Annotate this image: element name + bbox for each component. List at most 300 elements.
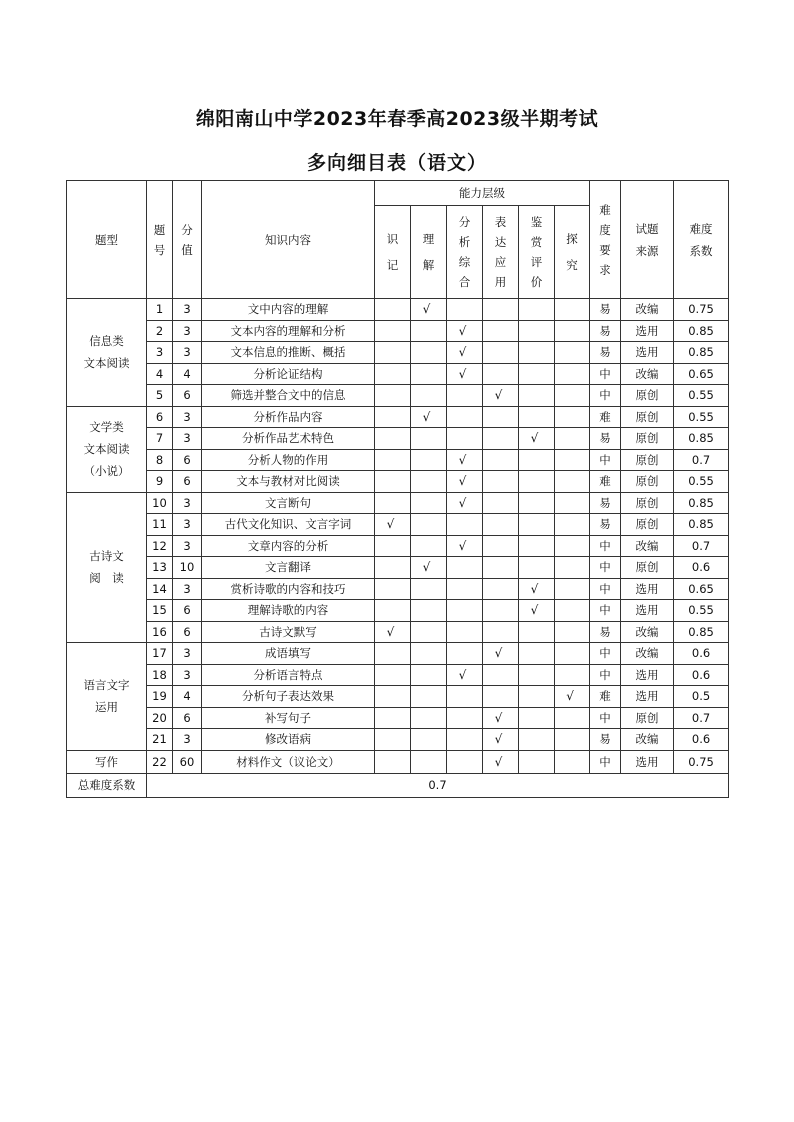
table-row xyxy=(67,535,729,557)
level-cell xyxy=(483,578,519,600)
level-cell xyxy=(375,428,411,450)
question-source: 原创 xyxy=(621,492,674,514)
question-source: 改编 xyxy=(621,535,674,557)
level-cell xyxy=(411,750,447,773)
level-cell xyxy=(375,664,411,686)
level-cell xyxy=(411,471,447,493)
question-type-cell: 语言文字 运用 xyxy=(67,643,147,751)
level-cell xyxy=(519,707,555,729)
level-cell xyxy=(375,643,411,665)
level-cell xyxy=(411,363,447,385)
level-cell xyxy=(483,686,519,708)
header-level-3: 表 达 应 用 xyxy=(483,206,519,299)
question-number: 19 xyxy=(147,686,173,708)
difficulty-requirement: 中 xyxy=(590,578,621,600)
question-number: 3 xyxy=(147,342,173,364)
difficulty-coefficient: 0.7 xyxy=(674,449,729,471)
level-cell xyxy=(375,557,411,579)
table-row xyxy=(67,643,729,665)
level-cell xyxy=(483,664,519,686)
difficulty-coefficient: 0.55 xyxy=(674,385,729,407)
level-cell xyxy=(483,363,519,385)
difficulty-requirement: 中 xyxy=(590,535,621,557)
question-score: 6 xyxy=(173,621,202,643)
table-row xyxy=(67,750,729,773)
check-mark: √ xyxy=(447,320,483,342)
question-score: 4 xyxy=(173,686,202,708)
question-source: 选用 xyxy=(621,320,674,342)
level-cell xyxy=(519,664,555,686)
difficulty-coefficient: 0.85 xyxy=(674,342,729,364)
level-cell xyxy=(483,449,519,471)
difficulty-coefficient: 0.65 xyxy=(674,363,729,385)
question-score: 6 xyxy=(173,600,202,622)
question-type-cell: 写作 xyxy=(67,750,147,773)
difficulty-requirement: 易 xyxy=(590,299,621,321)
header-difficulty-req: 难 度 要 求 xyxy=(590,181,621,299)
check-mark: √ xyxy=(447,492,483,514)
knowledge-content: 材料作文（议论文） xyxy=(202,750,375,773)
question-score: 3 xyxy=(173,729,202,751)
level-cell xyxy=(375,686,411,708)
level-cell xyxy=(519,342,555,364)
knowledge-content: 赏析诗歌的内容和技巧 xyxy=(202,578,375,600)
check-mark: √ xyxy=(411,406,447,428)
table-row xyxy=(67,471,729,493)
level-cell xyxy=(411,686,447,708)
difficulty-requirement: 易 xyxy=(590,492,621,514)
level-cell xyxy=(447,428,483,450)
level-cell xyxy=(411,342,447,364)
question-number: 22 xyxy=(147,750,173,773)
level-cell xyxy=(519,492,555,514)
question-number: 4 xyxy=(147,363,173,385)
level-cell xyxy=(483,514,519,536)
question-number: 2 xyxy=(147,320,173,342)
question-source: 原创 xyxy=(621,428,674,450)
check-mark: √ xyxy=(411,557,447,579)
knowledge-content: 补写句子 xyxy=(202,707,375,729)
difficulty-requirement: 中 xyxy=(590,449,621,471)
check-mark: √ xyxy=(483,750,519,773)
total-label: 总难度系数 xyxy=(67,773,147,797)
document-subtitle: 多向细目表（语文） xyxy=(306,152,487,174)
level-cell xyxy=(483,342,519,364)
level-cell xyxy=(447,643,483,665)
knowledge-content: 分析作品内容 xyxy=(202,406,375,428)
check-mark: √ xyxy=(375,621,411,643)
knowledge-content: 文本与教材对比阅读 xyxy=(202,471,375,493)
level-cell xyxy=(519,299,555,321)
question-score: 3 xyxy=(173,492,202,514)
difficulty-coefficient: 0.55 xyxy=(674,600,729,622)
difficulty-requirement: 中 xyxy=(590,643,621,665)
difficulty-coefficient: 0.6 xyxy=(674,557,729,579)
level-cell xyxy=(375,535,411,557)
difficulty-requirement: 难 xyxy=(590,406,621,428)
level-cell xyxy=(411,729,447,751)
question-score: 3 xyxy=(173,643,202,665)
level-cell xyxy=(483,557,519,579)
check-mark: √ xyxy=(519,600,555,622)
table-row xyxy=(67,449,729,471)
table-row xyxy=(67,299,729,321)
level-cell xyxy=(411,578,447,600)
level-cell xyxy=(519,686,555,708)
question-score: 3 xyxy=(173,514,202,536)
check-mark: √ xyxy=(483,385,519,407)
level-cell xyxy=(555,535,590,557)
check-mark: √ xyxy=(483,707,519,729)
level-cell xyxy=(375,363,411,385)
level-cell xyxy=(411,385,447,407)
level-cell xyxy=(483,492,519,514)
level-cell xyxy=(447,514,483,536)
level-cell xyxy=(483,428,519,450)
difficulty-requirement: 易 xyxy=(590,342,621,364)
level-cell xyxy=(555,342,590,364)
header-level-4: 鉴 赏 评 价 xyxy=(519,206,555,299)
level-cell xyxy=(555,729,590,751)
difficulty-requirement: 中 xyxy=(590,363,621,385)
level-cell xyxy=(447,600,483,622)
table-row xyxy=(67,406,729,428)
question-source: 改编 xyxy=(621,621,674,643)
level-cell xyxy=(411,492,447,514)
level-cell xyxy=(555,750,590,773)
level-cell xyxy=(555,449,590,471)
knowledge-content: 文本信息的推断、概括 xyxy=(202,342,375,364)
level-cell xyxy=(519,535,555,557)
check-mark: √ xyxy=(375,514,411,536)
knowledge-content: 修改语病 xyxy=(202,729,375,751)
question-source: 原创 xyxy=(621,406,674,428)
level-cell xyxy=(483,600,519,622)
difficulty-coefficient: 0.55 xyxy=(674,406,729,428)
question-score: 3 xyxy=(173,664,202,686)
knowledge-content: 古诗文默写 xyxy=(202,621,375,643)
header-score: 分 值 xyxy=(173,181,202,299)
question-score: 3 xyxy=(173,406,202,428)
check-mark: √ xyxy=(555,686,590,708)
difficulty-requirement: 中 xyxy=(590,750,621,773)
question-source: 改编 xyxy=(621,729,674,751)
level-cell xyxy=(519,363,555,385)
question-score: 6 xyxy=(173,385,202,407)
level-cell xyxy=(447,557,483,579)
question-number: 21 xyxy=(147,729,173,751)
check-mark: √ xyxy=(447,664,483,686)
level-cell xyxy=(375,707,411,729)
difficulty-requirement: 中 xyxy=(590,385,621,407)
level-cell xyxy=(375,449,411,471)
check-mark: √ xyxy=(483,643,519,665)
total-value: 0.7 xyxy=(147,773,729,797)
level-cell xyxy=(411,320,447,342)
table-row xyxy=(67,600,729,622)
question-score: 4 xyxy=(173,363,202,385)
level-cell xyxy=(519,385,555,407)
difficulty-coefficient: 0.6 xyxy=(674,729,729,751)
question-number: 20 xyxy=(147,707,173,729)
level-cell xyxy=(375,406,411,428)
difficulty-coefficient: 0.75 xyxy=(674,299,729,321)
table-row xyxy=(67,557,729,579)
question-source: 选用 xyxy=(621,342,674,364)
knowledge-content: 古代文化知识、文言字词 xyxy=(202,514,375,536)
level-cell xyxy=(519,750,555,773)
question-score: 3 xyxy=(173,320,202,342)
question-source: 改编 xyxy=(621,299,674,321)
question-source: 原创 xyxy=(621,557,674,579)
difficulty-coefficient: 0.85 xyxy=(674,320,729,342)
difficulty-requirement: 易 xyxy=(590,428,621,450)
difficulty-requirement: 难 xyxy=(590,471,621,493)
level-cell xyxy=(411,643,447,665)
table-row xyxy=(67,664,729,686)
check-mark: √ xyxy=(447,449,483,471)
level-cell xyxy=(411,600,447,622)
header-level-1: 理 解 xyxy=(411,206,447,299)
document-title: 绵阳南山中学2023年春季高2023级半期考试 xyxy=(195,108,599,130)
level-cell xyxy=(411,514,447,536)
question-number: 17 xyxy=(147,643,173,665)
level-cell xyxy=(375,471,411,493)
header-ability: 能力层级 xyxy=(375,181,590,206)
difficulty-requirement: 易 xyxy=(590,514,621,536)
total-row xyxy=(67,773,729,797)
level-cell xyxy=(555,643,590,665)
level-cell xyxy=(447,686,483,708)
question-number: 13 xyxy=(147,557,173,579)
level-cell xyxy=(519,514,555,536)
level-cell xyxy=(411,664,447,686)
difficulty-requirement: 中 xyxy=(590,557,621,579)
table-row xyxy=(67,492,729,514)
difficulty-requirement: 易 xyxy=(590,320,621,342)
table-row xyxy=(67,729,729,751)
difficulty-coefficient: 0.6 xyxy=(674,664,729,686)
knowledge-content: 文言翻译 xyxy=(202,557,375,579)
knowledge-content: 分析语言特点 xyxy=(202,664,375,686)
level-cell xyxy=(447,750,483,773)
question-number: 5 xyxy=(147,385,173,407)
level-cell xyxy=(555,621,590,643)
level-cell xyxy=(519,471,555,493)
level-cell xyxy=(375,729,411,751)
difficulty-requirement: 易 xyxy=(590,729,621,751)
level-cell xyxy=(555,492,590,514)
level-cell xyxy=(483,471,519,493)
level-cell xyxy=(375,320,411,342)
level-cell xyxy=(519,643,555,665)
difficulty-coefficient: 0.75 xyxy=(674,750,729,773)
question-score: 6 xyxy=(173,707,202,729)
table-row xyxy=(67,428,729,450)
level-cell xyxy=(375,750,411,773)
level-cell xyxy=(411,428,447,450)
knowledge-content: 分析作品艺术特色 xyxy=(202,428,375,450)
check-mark: √ xyxy=(519,578,555,600)
question-source: 选用 xyxy=(621,750,674,773)
level-cell xyxy=(519,449,555,471)
check-mark: √ xyxy=(447,535,483,557)
table-row xyxy=(67,578,729,600)
question-score: 3 xyxy=(173,535,202,557)
level-cell xyxy=(411,535,447,557)
table-row xyxy=(67,385,729,407)
table-row xyxy=(67,320,729,342)
level-cell xyxy=(555,600,590,622)
difficulty-requirement: 中 xyxy=(590,664,621,686)
question-number: 14 xyxy=(147,578,173,600)
question-source: 改编 xyxy=(621,643,674,665)
check-mark: √ xyxy=(447,471,483,493)
level-cell xyxy=(447,385,483,407)
specification-table xyxy=(66,180,729,798)
question-source: 选用 xyxy=(621,578,674,600)
knowledge-content: 文章内容的分析 xyxy=(202,535,375,557)
header-source: 试题 来源 xyxy=(621,181,674,299)
level-cell xyxy=(483,406,519,428)
level-cell xyxy=(519,557,555,579)
difficulty-requirement: 难 xyxy=(590,686,621,708)
level-cell xyxy=(555,514,590,536)
level-cell xyxy=(555,471,590,493)
level-cell xyxy=(447,406,483,428)
level-cell xyxy=(375,578,411,600)
level-cell xyxy=(375,385,411,407)
level-cell xyxy=(483,621,519,643)
level-cell xyxy=(483,535,519,557)
question-source: 改编 xyxy=(621,363,674,385)
level-cell xyxy=(555,428,590,450)
difficulty-coefficient: 0.85 xyxy=(674,514,729,536)
question-score: 3 xyxy=(173,299,202,321)
difficulty-coefficient: 0.7 xyxy=(674,535,729,557)
difficulty-coefficient: 0.85 xyxy=(674,492,729,514)
question-number: 15 xyxy=(147,600,173,622)
question-source: 原创 xyxy=(621,385,674,407)
check-mark: √ xyxy=(447,342,483,364)
question-source: 选用 xyxy=(621,664,674,686)
header-level-2: 分 析 综 合 xyxy=(447,206,483,299)
level-cell xyxy=(483,320,519,342)
table-row xyxy=(67,686,729,708)
question-number: 18 xyxy=(147,664,173,686)
knowledge-content: 理解诗歌的内容 xyxy=(202,600,375,622)
level-cell xyxy=(519,621,555,643)
level-cell xyxy=(555,707,590,729)
question-number: 7 xyxy=(147,428,173,450)
difficulty-coefficient: 0.55 xyxy=(674,471,729,493)
question-source: 原创 xyxy=(621,471,674,493)
level-cell xyxy=(447,621,483,643)
level-cell xyxy=(555,320,590,342)
knowledge-content: 文中内容的理解 xyxy=(202,299,375,321)
question-number: 1 xyxy=(147,299,173,321)
question-source: 原创 xyxy=(621,514,674,536)
level-cell xyxy=(447,299,483,321)
level-cell xyxy=(411,449,447,471)
check-mark: √ xyxy=(447,363,483,385)
level-cell xyxy=(375,600,411,622)
level-cell xyxy=(519,729,555,751)
level-cell xyxy=(375,492,411,514)
question-number: 6 xyxy=(147,406,173,428)
header-knowledge: 知识内容 xyxy=(202,181,375,299)
question-score: 3 xyxy=(173,342,202,364)
difficulty-coefficient: 0.85 xyxy=(674,428,729,450)
table-row xyxy=(67,621,729,643)
difficulty-coefficient: 0.85 xyxy=(674,621,729,643)
question-type-cell: 古诗文 阅 读 xyxy=(67,492,147,643)
level-cell xyxy=(447,729,483,751)
header-level-5: 探 究 xyxy=(555,206,590,299)
question-score: 6 xyxy=(173,449,202,471)
level-cell xyxy=(555,299,590,321)
question-score: 60 xyxy=(173,750,202,773)
question-number: 11 xyxy=(147,514,173,536)
question-type-cell: 信息类 文本阅读 xyxy=(67,299,147,407)
knowledge-content: 筛选并整合文中的信息 xyxy=(202,385,375,407)
knowledge-content: 分析句子表达效果 xyxy=(202,686,375,708)
question-score: 3 xyxy=(173,578,202,600)
knowledge-content: 分析论证结构 xyxy=(202,363,375,385)
level-cell xyxy=(555,363,590,385)
difficulty-requirement: 中 xyxy=(590,707,621,729)
question-score: 3 xyxy=(173,428,202,450)
header-level-0: 识 记 xyxy=(375,206,411,299)
level-cell xyxy=(555,406,590,428)
question-number: 12 xyxy=(147,535,173,557)
level-cell xyxy=(555,557,590,579)
question-score: 10 xyxy=(173,557,202,579)
question-number: 9 xyxy=(147,471,173,493)
level-cell xyxy=(375,342,411,364)
question-number: 16 xyxy=(147,621,173,643)
level-cell xyxy=(411,621,447,643)
question-source: 原创 xyxy=(621,707,674,729)
level-cell xyxy=(555,578,590,600)
table-row xyxy=(67,707,729,729)
level-cell xyxy=(519,320,555,342)
header-coef: 难度 系数 xyxy=(674,181,729,299)
difficulty-coefficient: 0.5 xyxy=(674,686,729,708)
difficulty-coefficient: 0.7 xyxy=(674,707,729,729)
level-cell xyxy=(555,664,590,686)
level-cell xyxy=(411,707,447,729)
check-mark: √ xyxy=(519,428,555,450)
table-row xyxy=(67,514,729,536)
question-score: 6 xyxy=(173,471,202,493)
table-row xyxy=(67,342,729,364)
level-cell xyxy=(483,299,519,321)
check-mark: √ xyxy=(483,729,519,751)
question-type-cell: 文学类 文本阅读 （小说） xyxy=(67,406,147,492)
difficulty-requirement: 易 xyxy=(590,621,621,643)
question-number: 8 xyxy=(147,449,173,471)
level-cell xyxy=(375,299,411,321)
knowledge-content: 成语填写 xyxy=(202,643,375,665)
header-type: 题型 xyxy=(67,181,147,299)
question-number: 10 xyxy=(147,492,173,514)
knowledge-content: 文言断句 xyxy=(202,492,375,514)
question-source: 选用 xyxy=(621,600,674,622)
level-cell xyxy=(519,406,555,428)
difficulty-coefficient: 0.6 xyxy=(674,643,729,665)
difficulty-coefficient: 0.65 xyxy=(674,578,729,600)
